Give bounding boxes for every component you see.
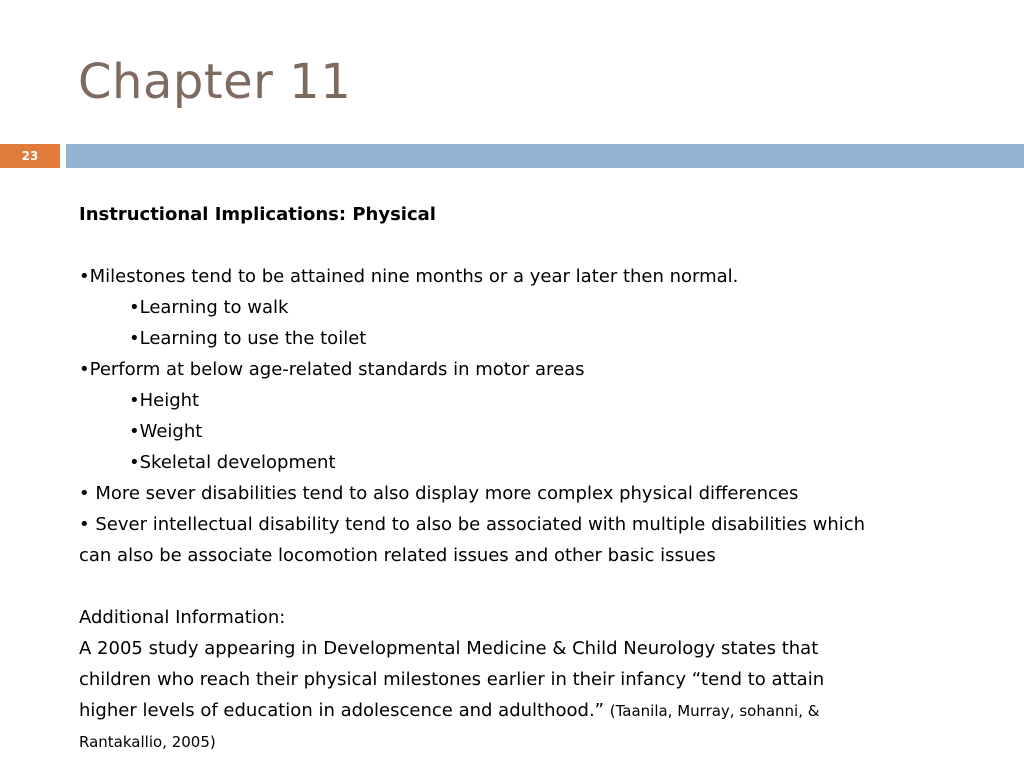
citation-continuation: Rantakallio, 2005) [79,733,216,751]
sub-bullet-item: •Weight [129,421,203,442]
section-heading: Instructional Implications: Physical [79,204,436,225]
bullet-item: • More sever disabilities tend to also display more complex physical differences [79,483,799,504]
additional-info-heading: Additional Information: [79,607,286,628]
bullet-item-continuation: can also be associate locomotion related issues and other basic issues [79,545,716,566]
slide-number-badge: 23 [0,144,60,168]
slide-title: Chapter 11 [78,54,352,110]
additional-info-text: A 2005 study appearing in Developmental Medicine & Child Neurology states that [79,638,819,659]
additional-info-sentence: higher levels of education in adolescence and adulthood.” [79,700,604,721]
citation: (Taanila, Murray, sohanni, & [609,702,820,720]
sub-bullet-item: •Learning to walk [129,297,289,318]
title-divider-band [66,144,1024,168]
additional-info-text: children who reach their physical milestones earlier in their infancy “tend to attain [79,669,825,690]
bullet-item: •Perform at below age-related standards in motor areas [79,359,585,380]
bullet-item: •Milestones tend to be attained nine months or a year later then normal. [79,266,739,287]
sub-bullet-item: •Height [129,390,200,411]
spacer [79,571,979,602]
spacer [79,230,979,261]
bullet-item: • Sever intellectual disability tend to also be associated with multiple disabilities which [79,514,866,535]
sub-bullet-item: •Skeletal development [129,452,336,473]
slide-body [79,199,979,758]
additional-info-text [79,695,979,727]
sub-bullet-item: •Learning to use the toilet [129,328,367,349]
